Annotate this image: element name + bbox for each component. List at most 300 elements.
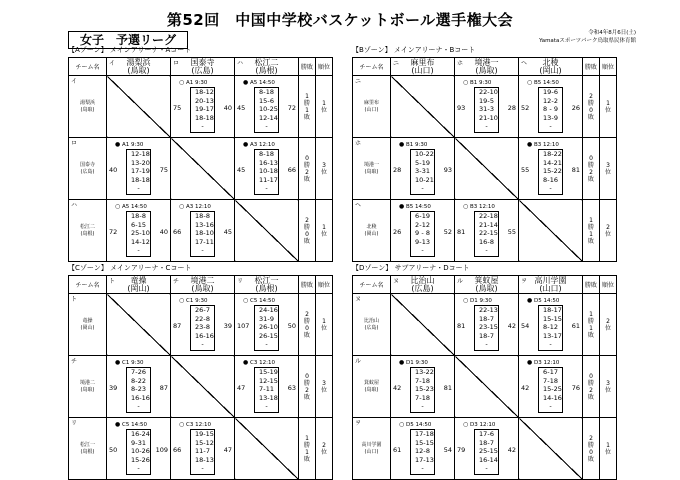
quarter-left: 7 (543, 376, 548, 385)
game-header (243, 141, 275, 148)
quarter-right: 9 (553, 105, 558, 114)
row-team (353, 76, 391, 138)
game-result (391, 418, 454, 479)
quarter-row-empty: - (485, 464, 488, 473)
quarter-left: 12 (259, 113, 268, 122)
row-team-pref: (山口) (364, 448, 379, 455)
total-score-right: 45 (223, 228, 232, 236)
win-loss-part: 2 (305, 216, 309, 224)
quarter-row (411, 385, 434, 394)
zone-table (68, 275, 333, 480)
team-name: 松江二 (254, 57, 279, 67)
total-score-left: 61 (393, 446, 402, 454)
zone-table (352, 275, 617, 480)
game-result (519, 76, 582, 137)
quarter-dash: - (203, 455, 206, 464)
win-loss-part: 0 (589, 372, 593, 380)
quarter-left: 8 (543, 323, 548, 332)
rank-header: 順位 (316, 276, 333, 294)
result-mark: ● (115, 421, 121, 428)
win-loss-part: 敗 (587, 237, 594, 245)
win-loss-part: 勝 (303, 379, 310, 387)
game-time: 12:10 (195, 422, 211, 428)
game-cell (171, 294, 235, 356)
win-loss-part: 勝 (303, 161, 310, 169)
quarter-dash: - (267, 167, 270, 176)
quarter-dash: - (487, 96, 490, 105)
quarter-left: 14 (131, 237, 140, 246)
total-score-left: 28 (393, 166, 402, 174)
win-loss-part: 勝 (587, 161, 594, 169)
quarter-dash: - (203, 314, 206, 323)
quarter-dash: - (139, 158, 142, 167)
win-loss-part: 2 (305, 168, 309, 176)
quarter-right: 16 (205, 331, 214, 340)
rank-part: 1 (322, 317, 326, 325)
quarter-left: 13 (131, 158, 140, 167)
quarter-row (191, 315, 214, 324)
quarter-row (539, 368, 562, 377)
quarter-right: 13 (421, 237, 430, 246)
quarter-dash: - (549, 105, 552, 114)
total-score-right: 42 (507, 446, 516, 454)
quarter-dash: - (203, 438, 206, 447)
quarter-scores (538, 87, 563, 133)
team-letter: ル (457, 278, 464, 285)
team-letter: ト (109, 278, 116, 285)
quarter-dash: - (551, 385, 554, 394)
team-name: 境港二 (190, 275, 215, 285)
quarter-dash: - (487, 323, 490, 332)
rank-part: 位 (604, 106, 611, 114)
quarter-right: 15 (489, 229, 498, 238)
quarter-dash: - (267, 105, 270, 114)
quarter-right: 15 (489, 447, 498, 456)
team-name: 箕蚊屋 (474, 275, 499, 285)
game-result (235, 294, 298, 355)
total-score-right: 75 (159, 166, 168, 174)
total-score-left: 93 (457, 104, 466, 112)
quarter-right: 22 (553, 150, 562, 158)
total-score-right: 47 (223, 446, 232, 454)
quarter-left: 16 (195, 331, 204, 340)
win-loss-part: 勝 (303, 223, 310, 231)
quarter-row (475, 105, 498, 114)
quarter-right: 9 (553, 113, 558, 122)
quarter-dash: - (267, 314, 270, 323)
quarter-left: 15 (259, 96, 268, 105)
quarter-row (539, 114, 562, 123)
win-loss (299, 294, 316, 356)
quarter-right: 19 (421, 212, 430, 220)
quarter-dash: - (423, 447, 426, 456)
game-time: 14:50 (259, 298, 275, 304)
game-header (179, 421, 211, 428)
quarter-row-empty: - (137, 402, 140, 411)
quarter-left: 13 (543, 113, 552, 122)
game-header (179, 297, 207, 304)
quarter-dash: - (551, 331, 554, 340)
game-result (107, 356, 170, 417)
quarter-left: 8 (131, 376, 136, 385)
quarter-left: 14 (543, 393, 552, 402)
quarter-row (475, 323, 498, 332)
quarter-left: 15 (543, 167, 552, 176)
quarter-dash: - (203, 212, 206, 220)
game-header (399, 421, 431, 428)
quarter-left: 18 (543, 150, 552, 158)
quarter-left: 8 (259, 150, 264, 158)
game-time: 9:30 (131, 360, 144, 366)
rank (316, 200, 333, 262)
quarter-left: 18 (131, 175, 140, 184)
team-letter: ト (71, 296, 78, 303)
rank-part: 位 (604, 230, 611, 238)
row-team-name: 国泰寺 (79, 161, 95, 168)
quarter-scores (126, 149, 151, 195)
quarter-dash: - (419, 158, 422, 167)
team-letter: リ (71, 420, 78, 427)
result-mark: ○ (179, 421, 185, 428)
win-loss-part: 2 (305, 310, 309, 318)
quarter-row (475, 212, 498, 221)
team-header (171, 276, 235, 294)
quarter-dash: - (551, 158, 554, 167)
rank-part: 1 (322, 223, 326, 231)
quarter-right: 31 (421, 167, 430, 176)
quarter-right: 16 (553, 393, 562, 402)
quarter-dash: - (267, 368, 270, 376)
quarter-left: 15 (543, 385, 552, 394)
zone-label: 【Bゾーン】 メインアリーナ・Bコート (352, 46, 476, 54)
quarter-dash: - (139, 167, 142, 176)
rank (600, 294, 617, 356)
rank-part: 位 (320, 230, 327, 238)
row-team (353, 356, 391, 418)
quarter-row (255, 105, 278, 114)
quarter-right: 10 (269, 323, 278, 332)
team-letter: チ (173, 278, 180, 285)
quarter-row (127, 238, 150, 247)
rank (600, 418, 617, 480)
quarter-row-empty: - (421, 184, 424, 193)
team-letter: ハ (71, 202, 78, 209)
total-score-left: 79 (457, 446, 466, 454)
quarter-left: 18 (195, 212, 204, 220)
game-code: D1 (406, 360, 414, 366)
quarter-right: 6 (489, 430, 494, 438)
quarter-right: 7 (489, 331, 494, 340)
quarter-left: 18 (195, 113, 204, 122)
game-result (455, 418, 518, 479)
win-loss (583, 356, 600, 418)
self-cell (107, 76, 171, 138)
team-header (455, 276, 519, 294)
zone-table (352, 57, 617, 262)
quarter-left: 21 (479, 113, 488, 122)
quarter-right: 17 (553, 306, 562, 314)
game-cell (519, 138, 583, 200)
quarter-row (475, 439, 498, 448)
quarter-row (127, 430, 150, 439)
quarter-right: 12 (549, 323, 558, 332)
quarter-right: 17 (269, 175, 278, 184)
total-score-right: 39 (223, 322, 232, 330)
quarter-row (475, 229, 498, 238)
rank (600, 356, 617, 418)
row-team-name: 竜操 (82, 317, 93, 324)
game-header (463, 297, 492, 304)
quarter-dash: - (423, 455, 426, 464)
quarter-right: 18 (269, 393, 278, 402)
quarter-dash: - (139, 430, 142, 438)
quarter-row (411, 368, 434, 377)
quarter-row (191, 430, 214, 439)
quarter-left: 23 (195, 323, 204, 332)
result-mark: ○ (179, 203, 185, 210)
quarter-scores (190, 305, 215, 351)
game-header (179, 79, 207, 86)
quarter-left: 7 (131, 368, 136, 376)
quarter-right: 2 (553, 96, 558, 105)
total-score-right: 28 (507, 104, 516, 112)
total-score-right: 26 (571, 104, 580, 112)
quarter-row (255, 385, 278, 394)
rank (316, 294, 333, 356)
quarter-dash: - (551, 306, 554, 314)
quarter-dash: - (487, 306, 490, 314)
game-time: 14:50 (543, 298, 560, 304)
quarter-right: 18 (265, 150, 274, 158)
quarter-row (539, 385, 562, 394)
quarter-right: 12 (205, 88, 214, 96)
game-code: D3 (534, 360, 542, 366)
rank-part: 3 (322, 161, 326, 169)
game-code: C5 (122, 422, 130, 428)
quarter-left: 21 (479, 220, 488, 229)
quarter-dash: - (423, 150, 426, 158)
quarter-row (191, 114, 214, 123)
quarter-left: 25 (479, 447, 488, 456)
result-mark: ● (527, 141, 533, 148)
total-score-right: 93 (443, 166, 452, 174)
rank-part: 3 (606, 379, 610, 387)
quarter-left: 6 (415, 212, 420, 220)
total-score-left: 87 (173, 322, 182, 330)
game-code: B5 (534, 80, 542, 86)
quarter-scores (538, 367, 563, 413)
game-cell (235, 138, 299, 200)
row-team-pref: (広島) (80, 168, 95, 175)
quarter-right: 8 (425, 447, 430, 456)
quarter-right: 11 (205, 237, 214, 246)
quarter-right: 15 (205, 430, 214, 438)
quarter-row-empty: - (485, 246, 488, 255)
win-loss-part: 勝 (303, 317, 310, 325)
quarter-left: 18 (479, 314, 488, 323)
win-loss-part: 1 (589, 230, 593, 238)
quarter-row (127, 159, 150, 168)
win-loss-header: 勝敗 (583, 58, 600, 76)
row-team-pref: (鳥根) (80, 230, 95, 237)
win-loss-part: 2 (305, 386, 309, 394)
team-letter: イ (109, 60, 116, 67)
game-header (243, 79, 275, 86)
quarter-dash: - (263, 88, 266, 96)
total-score-right: 76 (571, 384, 580, 392)
total-score-right: 40 (159, 228, 168, 236)
win-loss-part: 勝 (587, 379, 594, 387)
quarter-row (475, 238, 498, 247)
quarter-row (255, 323, 278, 332)
quarter-scores (126, 211, 151, 257)
quarter-row-empty: - (201, 340, 204, 349)
win-loss-part: 2 (589, 92, 593, 100)
quarter-row (127, 447, 150, 456)
quarter-left: 9 (131, 438, 136, 447)
total-score-right: 50 (287, 322, 296, 330)
team-name: 境港一 (474, 57, 499, 67)
quarter-dash: - (267, 175, 270, 184)
quarter-scores (538, 149, 563, 195)
total-score-left: 52 (521, 104, 530, 112)
game-time: 9:30 (195, 298, 208, 304)
total-score-left: 45 (237, 166, 246, 174)
quarter-dash: - (487, 455, 490, 464)
quarter-scores (126, 429, 151, 475)
quarter-dash: - (267, 113, 270, 122)
quarter-row-empty: - (265, 122, 268, 131)
quarter-right: 3 (489, 105, 494, 114)
quarter-left: 15 (195, 438, 204, 447)
game-time: 14:50 (131, 422, 147, 428)
quarter-dash: - (551, 150, 554, 158)
game-cell (391, 356, 455, 418)
total-score-right: 63 (287, 384, 296, 392)
win-loss-part: 1 (589, 216, 593, 224)
quarter-right: 6 (553, 88, 558, 96)
quarter-left: 22 (479, 306, 488, 314)
quarter-dash: - (139, 447, 142, 456)
win-loss-part: 0 (305, 324, 309, 332)
quarter-row (539, 394, 562, 403)
quarter-dash: - (139, 212, 142, 220)
team-letter: イ (71, 78, 78, 85)
quarter-left: 6 (543, 368, 548, 376)
win-loss-part: 1 (305, 106, 309, 114)
quarter-left: 12 (415, 447, 424, 456)
team-header (391, 276, 455, 294)
quarter-row-empty: - (549, 122, 552, 131)
row-team (353, 418, 391, 480)
quarter-left: 5 (415, 158, 420, 167)
quarter-row (191, 447, 214, 456)
quarter-right: 13 (425, 455, 434, 464)
game-code: A3 (250, 142, 258, 148)
quarter-dash: - (139, 237, 142, 246)
quarter-row (539, 167, 562, 176)
game-header (463, 421, 495, 428)
team-letter: ヘ (355, 202, 362, 209)
total-score-left: 47 (237, 384, 246, 392)
quarter-row-empty: - (421, 464, 424, 473)
quarter-right: 18 (489, 212, 498, 220)
team-header (171, 58, 235, 76)
quarter-dash: - (423, 438, 426, 447)
quarter-left: 12 (259, 376, 268, 385)
total-score-left: 72 (109, 228, 118, 236)
quarter-dash: - (487, 88, 490, 96)
row-team-pref: (岡山) (80, 324, 95, 331)
win-loss-part: 勝 (587, 99, 594, 107)
quarter-row (411, 212, 434, 221)
quarter-left: 10 (131, 447, 140, 456)
team-pref: (鳥根) (255, 65, 278, 75)
quarter-left: 7 (259, 385, 264, 394)
win-loss-part: 敗 (587, 455, 594, 463)
quarter-row (191, 323, 214, 332)
game-header (115, 359, 143, 366)
quarter-dash: - (203, 113, 206, 122)
quarter-right: 7 (205, 306, 210, 314)
quarter-left: 26 (259, 331, 268, 340)
quarter-left: 11 (259, 175, 268, 184)
quarter-left: 8 (131, 385, 136, 394)
row-team-name: 箕蚊屋 (363, 379, 379, 386)
quarter-left: 16 (131, 393, 140, 402)
game-header (527, 79, 559, 86)
quarter-row (411, 439, 434, 448)
win-loss-part: 敗 (303, 455, 310, 463)
quarter-row (191, 221, 214, 230)
quarter-right: 16 (141, 393, 150, 402)
quarter-right: 16 (269, 306, 278, 314)
quarter-scores (474, 429, 499, 475)
quarter-row (475, 306, 498, 315)
quarter-right: 10 (489, 88, 498, 96)
game-cell (455, 294, 519, 356)
rank-part: 位 (604, 448, 611, 456)
row-team (353, 200, 391, 262)
quarter-dash: - (487, 220, 490, 229)
quarter-left: 3 (415, 167, 420, 176)
quarter-dash: - (203, 96, 206, 105)
quarter-row (191, 332, 214, 341)
quarter-right: 15 (269, 376, 278, 385)
win-loss-part: 敗 (303, 175, 310, 183)
result-mark: ○ (179, 79, 185, 86)
quarter-right: 8 (141, 212, 146, 220)
quarter-dash: - (135, 385, 138, 394)
win-loss-part: 0 (589, 106, 593, 114)
win-loss (299, 418, 316, 480)
game-code: C5 (250, 298, 258, 304)
game-header (179, 203, 211, 210)
quarter-left: 19 (195, 430, 204, 438)
quarter-row (475, 447, 498, 456)
row-team-pref: (鳥取) (364, 386, 379, 393)
quarter-right: 14 (489, 455, 498, 464)
team-pref: (鳥取) (127, 65, 150, 75)
quarter-dash: - (487, 237, 490, 246)
total-score-left: 66 (173, 228, 182, 236)
team-letter: ホ (355, 140, 362, 147)
game-result (107, 200, 170, 261)
game-code: C1 (186, 298, 194, 304)
game-result (391, 200, 454, 261)
quarter-scores (538, 305, 563, 351)
row-team-pref: (広島) (364, 324, 379, 331)
